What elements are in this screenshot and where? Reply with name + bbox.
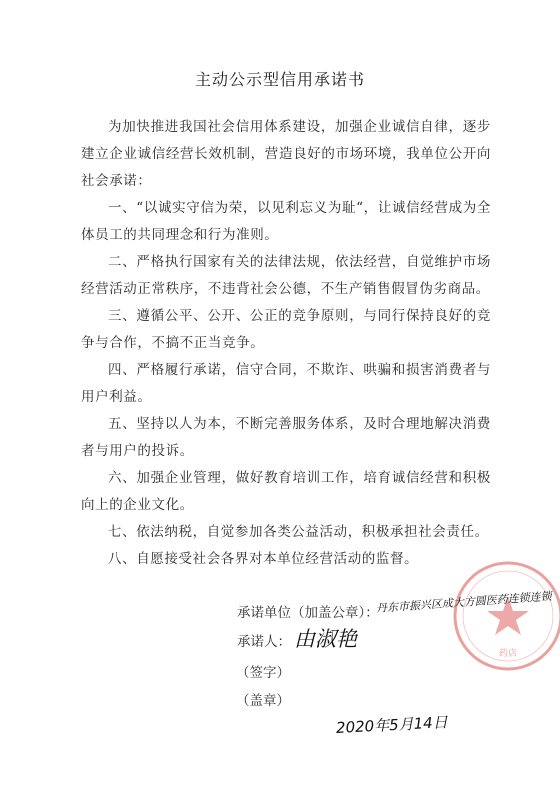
document-title: 主动公示型信用承诺书 [194, 70, 365, 89]
commitment-item-3: 三、遵循公平、公开、公正的竞争原则，与同行保持良好的竞争与合作，不搞不正当竞争。 [81, 308, 491, 351]
commitment-item-7: 七、依法纳税，自觉参加各类公益活动，积极承担社会责任。 [108, 524, 489, 540]
svg-text:药店: 药店 [498, 649, 518, 659]
signing-date: 2020年5月14日 [335, 713, 449, 737]
intro-paragraph: 为加快推进我国社会信用体系建设，加强企业诚信自律，逐步建立企业诚信经营长效机制，营造良好的市场环境，我单位公开向社会承诺： [81, 119, 491, 189]
commitment-item-5: 五、坚持以人为本，不断完善服务体系，及时合理地解决消费者与用户的投诉。 [81, 416, 491, 459]
commitment-item-2: 二、严格执行国家有关的法律法规，依法经营，自觉维护市场经营活动正常秩序，不违背社会公德，不生产销售假冒伪劣商品。 [81, 254, 491, 297]
sign-note: （签字） [236, 665, 290, 681]
company-seal [452, 560, 560, 672]
seal-note: （盖章） [236, 693, 290, 709]
person-label: 承诺人： [237, 634, 291, 650]
commitment-item-1: 一、“以诚实守信为荣，以见利忘义为耻“，让诚信经营成为全体员工的共同理念和行为准则。 [81, 200, 491, 243]
commitment-item-8: 八、自愿接受社会各界对本单位经营活动的监督。 [108, 551, 419, 567]
unit-label: 承诺单位（加盖公章）： [237, 605, 379, 621]
person-signature: 由淑艳 [294, 627, 357, 651]
commitment-item-4: 四、严格履行承诺，信守合同，不欺诈、哄骗和损害消费者与用户利益。 [81, 362, 491, 405]
document-body [81, 114, 491, 573]
unit-handwritten: 丹东市振兴区成大方圆医药连锁连锁 [375, 589, 553, 615]
commitment-item-6: 六、加强企业管理，做好教育培训工作，培育诚信经营和积极向上的企业文化。 [81, 470, 491, 513]
